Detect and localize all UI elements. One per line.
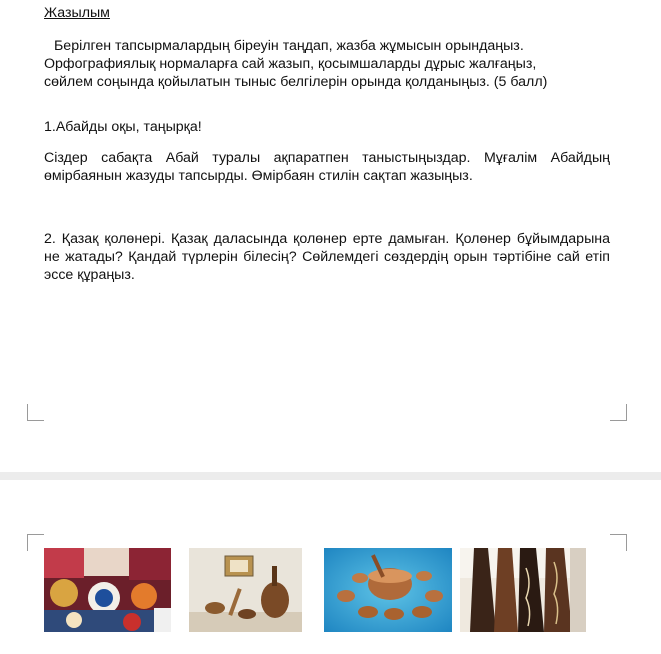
page-heading: Жазылым: [44, 5, 110, 21]
crop-mark-icon: [610, 404, 627, 421]
task-1-title: 1.Абайды оқы, таңырқа!: [44, 119, 202, 135]
page-break: [0, 472, 661, 480]
instructions-line: Берілген тапсырмалардың біреуін таңдап, жазба жұмысын орындаңыз.: [54, 38, 524, 54]
task-2-text: 2. Қазақ қолөнері. Қазақ даласында қолөнер ерте дамыған. Қолөнер бұйымдарына не жатады? Қандай түрлерін білесің? Сөйлемдегі сөздердің орын тәртібіне сай етіп эссе құраңыз.: [44, 231, 610, 283]
dombra-instruments-photo: [460, 548, 586, 632]
instructions-paragraph: [44, 37, 624, 91]
museum-artifacts-photo: [189, 548, 302, 632]
instructions-line: Орфографиялық нормаларға сай жазып, қосымшаларды дұрыс жалғаңыз,: [44, 56, 537, 72]
crop-mark-icon: [27, 534, 44, 551]
crop-mark-icon: [27, 404, 44, 421]
wooden-bowls-photo: [324, 548, 452, 632]
task-1-text: Сіздер сабақта Абай туралы ақпаратпен таныстыңыздар. Мұғалім Абайдың өмірбаянын жазуды тапсырды. Өмірбаян стилін сақтап жазыңыз.: [44, 150, 610, 184]
crop-mark-icon: [610, 534, 627, 551]
instructions-line: сөйлем соңында қойылатын тыныс белгілерін орында қолданыңыз. (5 балл): [44, 74, 548, 90]
crafts-collage-photo: [44, 548, 171, 632]
